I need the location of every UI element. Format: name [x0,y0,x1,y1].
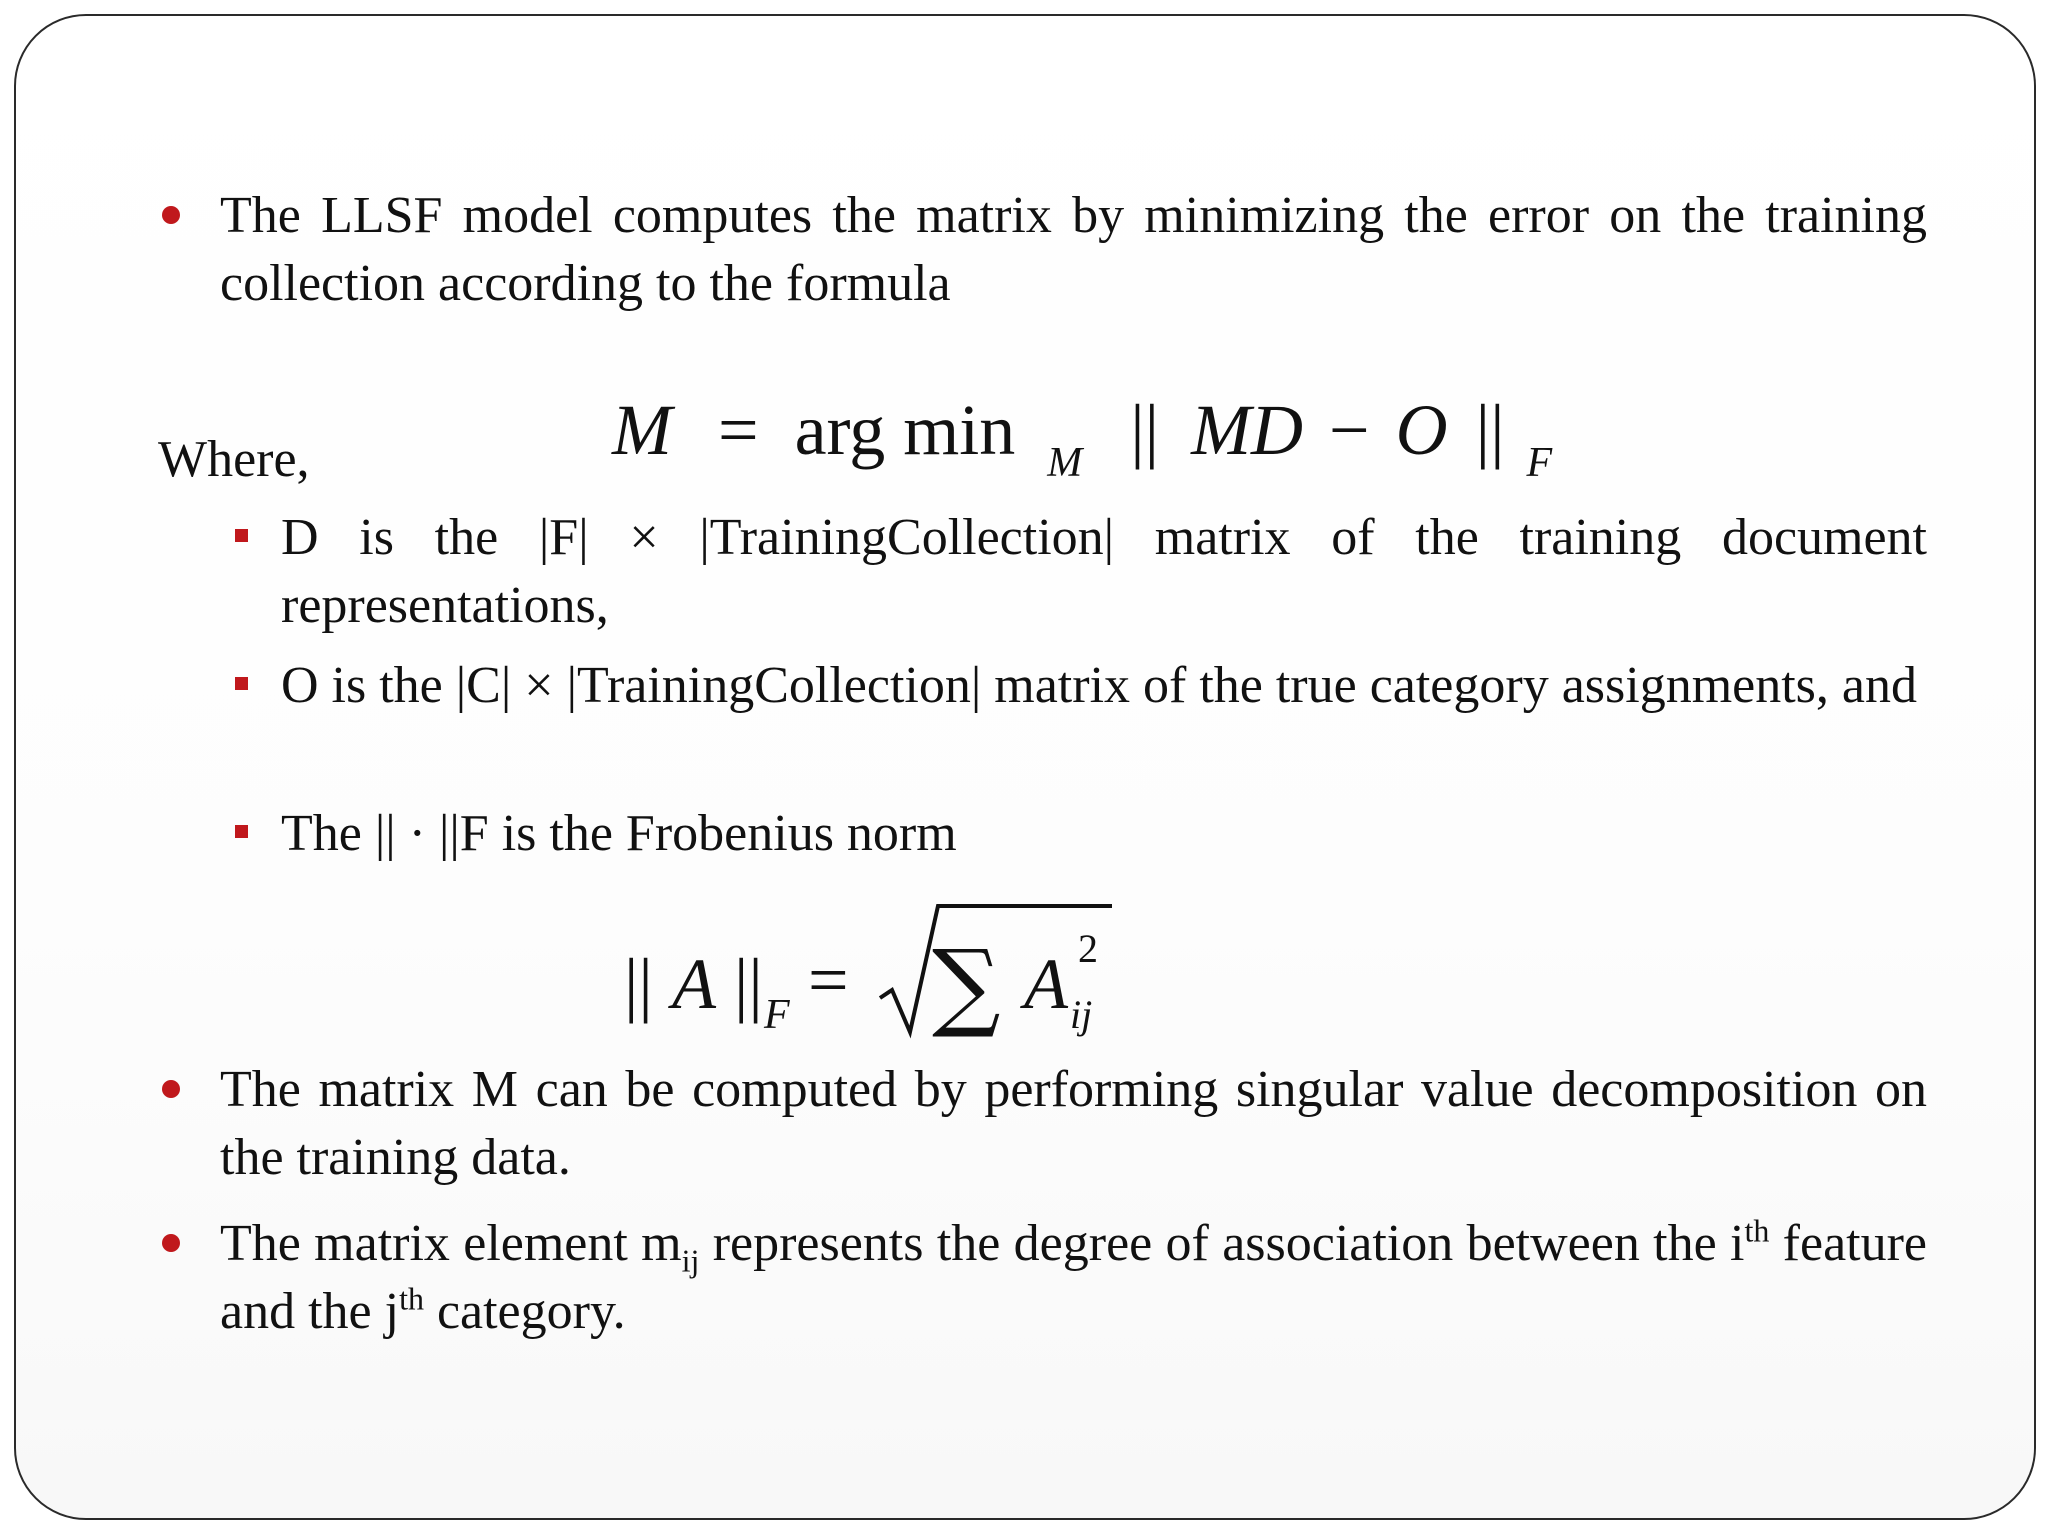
bullet-text-part4: category. [423,1283,626,1340]
formula-norm-open: || [624,944,653,1024]
formula-equals: = [808,940,849,1020]
formula-norm-close: || [734,944,763,1024]
formula-norm-close: || [1475,390,1505,470]
bullet-dot-icon [162,1234,180,1252]
sub-bullet-o-matrix [281,652,1927,720]
formula-norm-subscript: F [1526,440,1553,486]
bullet-text-part2: represents the degree of association between the i [699,1215,1745,1272]
subscript-ij: ij [681,1242,700,1279]
sub-bullet-frobenius [281,800,1927,868]
sub-bullet-d-matrix [281,504,1927,640]
bullet-dot-icon [162,1080,180,1098]
sub-bullet-text: D is the |F| × |TrainingCollection| matrix of the training document representations, [281,509,1927,634]
bullet-dot-icon [162,206,180,224]
sub-bullet-text: O is the |C| × |TrainingCollection| matrix of the true category assignments, and [281,657,1917,714]
square-bullet-icon [235,677,248,690]
formula-operator: arg min [794,390,1016,470]
argmin-formula [612,380,1552,490]
formula-sum-symbol: ∑ [932,929,1001,1041]
formula-minus: − [1329,390,1370,470]
superscript-th: th [1744,1212,1770,1249]
bullet-matrix-element [220,1210,1927,1346]
formula-equals: = [717,390,759,470]
formula-norm-open: || [1130,390,1160,470]
square-bullet-icon [235,825,248,838]
bullet-text: The LLSF model computes the matrix by minimizing the error on the training collection according to the formula [220,187,1927,312]
where-label: Where, [158,431,310,488]
formula-term-subscript: ij [1070,992,1093,1037]
formula-lhs: M [612,390,672,470]
formula-expr-md: MD [1191,390,1304,470]
bullet-text-part1: The matrix element m [220,1215,682,1272]
superscript-th: th [399,1280,424,1317]
formula-expr-o: O [1395,390,1448,470]
bullet-text-part3: feature and the j [220,1215,1927,1340]
formula-term-a: A [1024,944,1068,1024]
bullet-llsf-model [220,182,1927,318]
formula-operator-subscript: M [1047,440,1083,486]
bullet-text: The matrix M can be computed by performing singular value decomposition on the training data. [220,1061,1927,1186]
formula-var-a: A [672,944,716,1024]
bullet-svd [220,1056,1927,1192]
formula-term-superscript: 2 [1078,926,1098,971]
formula-norm-subscript: F [764,992,790,1038]
sub-bullet-text: The || · ||F is the Frobenius norm [281,805,957,862]
square-bullet-icon [235,529,248,542]
frobenius-formula [612,900,1132,1050]
